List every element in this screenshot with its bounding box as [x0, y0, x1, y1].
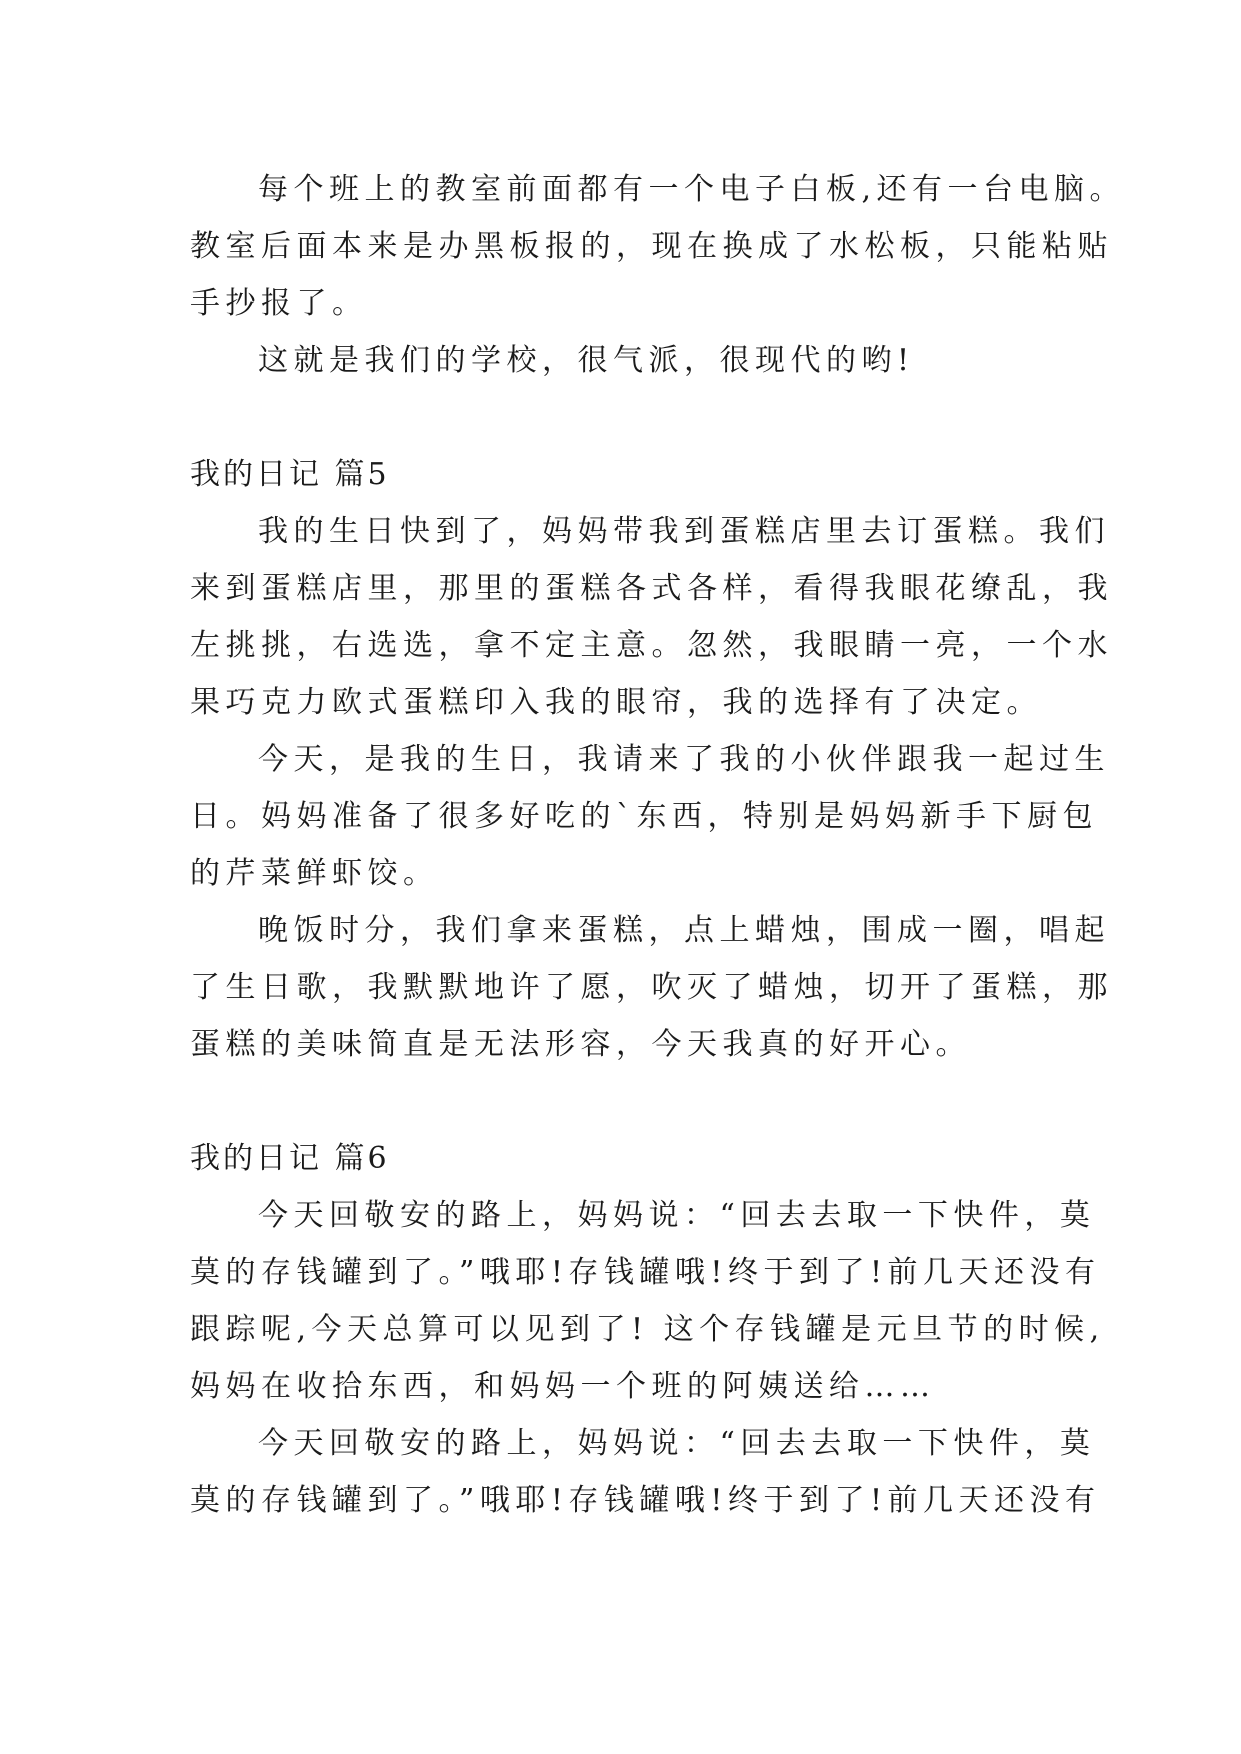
paragraph-line: 每个班上的教室前面都有一个电子白板,还有一台电脑。	[258, 172, 1126, 207]
paragraph-line: 了生日歌，我默默地许了愿，吹灭了蜡烛，切开了蛋糕，那	[190, 970, 1113, 1005]
paragraph-line: 蛋糕的美味简直是无法形容，今天我真的好开心。	[190, 1027, 971, 1062]
paragraph-line: 今天，是我的生日，我请来了我的小伙伴跟我一起过生	[258, 742, 1110, 777]
section-heading: 我的日记 篇5	[190, 457, 390, 492]
paragraph-line: 莫的存钱罐到了。”哦耶!存钱罐哦!终于到了!前几天还没有	[190, 1255, 1101, 1290]
paragraph-line: 跟踪呢,今天总算可以见到了! 这个存钱罐是元旦节的时候,	[190, 1312, 1105, 1347]
paragraph-line: 果巧克力欧式蛋糕印入我的眼帘，我的选择有了决定。	[190, 685, 1042, 720]
paragraph-line: 这就是我们的学校，很气派，很现代的哟!	[258, 343, 915, 378]
section-heading: 我的日记 篇6	[190, 1141, 390, 1176]
paragraph-line: 教室后面本来是办黑板报的，现在换成了水松板，只能粘贴	[190, 229, 1113, 264]
paragraph-line: 晚饭时分，我们拿来蛋糕，点上蜡烛，围成一圈，唱起	[258, 913, 1110, 948]
paragraph-line: 手抄报了。	[190, 286, 368, 321]
paragraph-line: 左挑挑，右选选，拿不定主意。忽然，我眼睛一亮，一个水	[190, 628, 1113, 663]
paragraph-line: 的芹菜鲜虾饺。	[190, 856, 439, 891]
paragraph-line: 来到蛋糕店里，那里的蛋糕各式各样，看得我眼花缭乱，我	[190, 571, 1113, 606]
paragraph-line: 妈妈在收拾东西，和妈妈一个班的阿姨送给……	[190, 1369, 936, 1404]
paragraph-line: 我的生日快到了，妈妈带我到蛋糕店里去订蛋糕。我们	[258, 514, 1110, 549]
paragraph-line: 莫的存钱罐到了。”哦耶!存钱罐哦!终于到了!前几天还没有	[190, 1483, 1101, 1518]
paragraph-line: 今天回敬安的路上，妈妈说：“回去去取一下快件，莫	[258, 1198, 1096, 1233]
paragraph-line: 日。妈妈准备了很多好吃的`东西，特别是妈妈新手下厨包	[190, 799, 1098, 834]
paragraph-line: 今天回敬安的路上，妈妈说：“回去去取一下快件，莫	[258, 1426, 1096, 1461]
